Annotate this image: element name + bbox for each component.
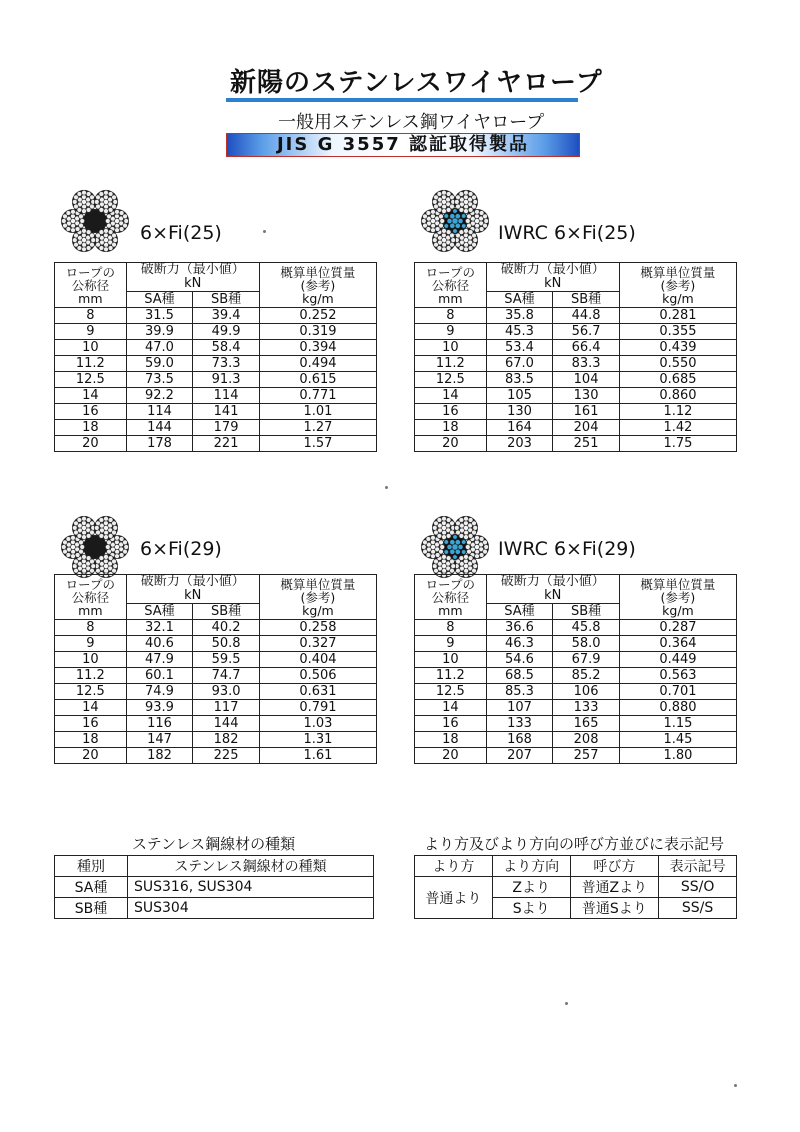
header-line: 公称径 [431, 589, 470, 605]
header-line: 破断力（最小値） [500, 262, 605, 277]
table-header-row [415, 263, 737, 292]
mass-cell: 0.252 [259, 308, 376, 324]
header-line: 公称径 [71, 277, 110, 293]
fiber-core-rope-icon [60, 512, 130, 582]
diameter-cell: 9 [55, 324, 127, 340]
table-row [415, 700, 737, 716]
diameter-cell: 8 [415, 308, 487, 324]
header-line: 公称径 [431, 277, 470, 293]
material-section-title: ステンレス鋼線材の種類 [132, 835, 296, 853]
mass-cell: 1.45 [619, 732, 736, 748]
diameter-cell: 9 [415, 324, 487, 340]
mass-cell: 0.394 [259, 340, 376, 356]
table-row [55, 684, 377, 700]
sa-force-cell: 107 [486, 700, 553, 716]
header-line: ロープの [65, 576, 116, 592]
lay-direction: Zより [492, 877, 570, 898]
lay-symbol: SS/O [659, 877, 737, 898]
mass-cell: 0.494 [259, 356, 376, 372]
header-line: 概算単位質量 [280, 576, 356, 592]
strength-header [126, 575, 259, 604]
iwrc-core-rope-icon [420, 512, 490, 582]
mass-cell: 0.563 [619, 668, 736, 684]
rope-title: 6×Fi(25) [140, 222, 222, 244]
sb-force-cell: 73.3 [193, 356, 260, 372]
sa-force-cell: 47.0 [126, 340, 193, 356]
diameter-cell: 18 [415, 420, 487, 436]
table-row [55, 420, 377, 436]
scan-speck [734, 1084, 737, 1087]
diameter-header [415, 263, 487, 308]
header-line: (参考) [300, 277, 336, 293]
table-row [55, 404, 377, 420]
header-unit: mm [78, 602, 103, 618]
mass-cell: 0.860 [619, 388, 736, 404]
table-row [415, 340, 737, 356]
header-unit: kN [544, 276, 562, 291]
table-row [55, 732, 377, 748]
lay-designation: 普通Sより [570, 898, 659, 919]
sa-header: SA種 [126, 604, 193, 620]
table-row [55, 324, 377, 340]
sb-force-cell: 91.3 [193, 372, 260, 388]
sa-force-cell: 67.0 [486, 356, 553, 372]
header-unit: kN [184, 588, 202, 603]
sa-header: SA種 [486, 292, 553, 308]
table-row [415, 716, 737, 732]
iwrc-core-rope-icon [420, 186, 490, 256]
mass-cell: 0.771 [259, 388, 376, 404]
breaking-force-table [414, 574, 737, 764]
mass-cell: 0.615 [259, 372, 376, 388]
rope-title: IWRC 6×Fi(25) [498, 222, 636, 244]
sa-force-cell: 147 [126, 732, 193, 748]
table-row [415, 420, 737, 436]
table-header-row [415, 575, 737, 604]
mass-cell: 0.880 [619, 700, 736, 716]
sb-force-cell: 221 [193, 436, 260, 452]
material-grade: SUS316, SUS304 [128, 877, 374, 898]
sb-force-cell: 45.8 [553, 620, 620, 636]
table-row [55, 877, 374, 898]
certification-banner: JIS G 3557 認証取得製品 [226, 133, 580, 157]
sa-force-cell: 32.1 [126, 620, 193, 636]
header-line: (参考) [660, 589, 696, 605]
mass-cell: 0.404 [259, 652, 376, 668]
mass-cell: 0.791 [259, 700, 376, 716]
sb-force-cell: 58.0 [553, 636, 620, 652]
table-row [415, 684, 737, 700]
sa-force-cell: 85.3 [486, 684, 553, 700]
header-unit: kN [544, 588, 562, 603]
fiber-core-rope-icon [60, 186, 130, 256]
mass-header [619, 575, 736, 620]
sa-force-cell: 93.9 [126, 700, 193, 716]
table-row [415, 668, 737, 684]
lay-section-title: より方及びより方向の呼び方並びに表示記号 [424, 835, 725, 853]
mass-cell: 1.01 [259, 404, 376, 420]
sa-force-cell: 207 [486, 748, 553, 764]
sb-force-cell: 208 [553, 732, 620, 748]
sb-force-cell: 74.7 [193, 668, 260, 684]
page-subtitle: 一般用ステンレス鋼ワイヤロープ [278, 112, 545, 133]
mass-cell: 0.281 [619, 308, 736, 324]
mass-cell: 0.258 [259, 620, 376, 636]
table-row [55, 748, 377, 764]
table-row [55, 652, 377, 668]
sa-force-cell: 182 [126, 748, 193, 764]
diameter-header [415, 575, 487, 620]
diameter-cell: 8 [55, 620, 127, 636]
sa-force-cell: 105 [486, 388, 553, 404]
header-cell: より方向 [492, 856, 570, 877]
sb-force-cell: 133 [553, 700, 620, 716]
sb-header: SB種 [193, 604, 260, 620]
table-row [55, 620, 377, 636]
diameter-cell: 14 [415, 388, 487, 404]
diameter-cell: 12.5 [415, 372, 487, 388]
sb-force-cell: 225 [193, 748, 260, 764]
sb-force-cell: 93.0 [193, 684, 260, 700]
diameter-cell: 8 [415, 620, 487, 636]
table-row [415, 388, 737, 404]
diameter-cell: 10 [55, 652, 127, 668]
header-line: ロープの [425, 576, 476, 592]
mass-cell: 0.319 [259, 324, 376, 340]
header-unit: mm [438, 290, 463, 306]
sb-force-cell: 50.8 [193, 636, 260, 652]
sa-force-cell: 133 [486, 716, 553, 732]
diameter-cell: 11.2 [415, 356, 487, 372]
mass-cell: 1.80 [619, 748, 736, 764]
header-line: 概算単位質量 [640, 264, 716, 280]
breaking-force-table [54, 262, 377, 452]
rope-title: IWRC 6×Fi(29) [498, 538, 636, 560]
table-row [415, 436, 737, 452]
mass-cell: 0.327 [259, 636, 376, 652]
table-row [415, 356, 737, 372]
header-line: ロープの [425, 264, 476, 280]
table-row [55, 898, 374, 919]
sa-force-cell: 116 [126, 716, 193, 732]
mass-cell: 1.31 [259, 732, 376, 748]
diameter-cell: 10 [55, 340, 127, 356]
sa-force-cell: 35.8 [486, 308, 553, 324]
table-row [415, 620, 737, 636]
table-row [55, 636, 377, 652]
sa-force-cell: 47.9 [126, 652, 193, 668]
table-row [415, 404, 737, 420]
mass-cell: 0.506 [259, 668, 376, 684]
header-cell: 表示記号 [659, 856, 737, 877]
table-row [415, 636, 737, 652]
sa-force-cell: 168 [486, 732, 553, 748]
sa-force-cell: 31.5 [126, 308, 193, 324]
table-row [55, 388, 377, 404]
lay-direction: Sより [492, 898, 570, 919]
sa-header: SA種 [126, 292, 193, 308]
sb-force-cell: 117 [193, 700, 260, 716]
header-cell: ステンレス鋼線材の種類 [128, 856, 374, 877]
scan-speck [263, 230, 266, 233]
diameter-header [55, 575, 127, 620]
header-unit: kg/m [302, 602, 334, 618]
rope-title: 6×Fi(29) [140, 538, 222, 560]
diameter-cell: 20 [415, 436, 487, 452]
table-row [415, 748, 737, 764]
sa-force-cell: 60.1 [126, 668, 193, 684]
mass-cell: 1.27 [259, 420, 376, 436]
material-grade: SUS304 [128, 898, 374, 919]
sb-force-cell: 83.3 [553, 356, 620, 372]
table-header-row [415, 856, 737, 877]
diameter-cell: 9 [415, 636, 487, 652]
diameter-cell: 8 [55, 308, 127, 324]
diameter-cell: 18 [55, 420, 127, 436]
sb-force-cell: 257 [553, 748, 620, 764]
sa-force-cell: 144 [126, 420, 193, 436]
sb-force-cell: 56.7 [553, 324, 620, 340]
sa-force-cell: 53.4 [486, 340, 553, 356]
header-cell: 呼び方 [570, 856, 659, 877]
sa-force-cell: 36.6 [486, 620, 553, 636]
sa-header: SA種 [486, 604, 553, 620]
mass-cell: 0.685 [619, 372, 736, 388]
lay-table [414, 855, 737, 919]
sa-force-cell: 178 [126, 436, 193, 452]
mass-cell: 0.287 [619, 620, 736, 636]
diameter-cell: 14 [55, 700, 127, 716]
header-line: (参考) [660, 277, 696, 293]
sa-force-cell: 54.6 [486, 652, 553, 668]
mass-header [259, 263, 376, 308]
sb-force-cell: 40.2 [193, 620, 260, 636]
sb-force-cell: 179 [193, 420, 260, 436]
sa-force-cell: 59.0 [126, 356, 193, 372]
sb-force-cell: 44.8 [553, 308, 620, 324]
sb-force-cell: 204 [553, 420, 620, 436]
lay-designation: 普通Zより [570, 877, 659, 898]
mass-cell: 0.631 [259, 684, 376, 700]
header-unit: mm [78, 290, 103, 306]
sb-force-cell: 66.4 [553, 340, 620, 356]
header-cell: より方 [415, 856, 493, 877]
sb-force-cell: 130 [553, 388, 620, 404]
diameter-cell: 16 [55, 716, 127, 732]
mass-cell: 1.75 [619, 436, 736, 452]
diameter-cell: 14 [415, 700, 487, 716]
mass-cell: 0.701 [619, 684, 736, 700]
diameter-cell: 11.2 [55, 356, 127, 372]
mass-cell: 1.42 [619, 420, 736, 436]
table-row [55, 372, 377, 388]
sb-force-cell: 104 [553, 372, 620, 388]
sa-force-cell: 83.5 [486, 372, 553, 388]
sb-force-cell: 182 [193, 732, 260, 748]
mass-cell: 1.61 [259, 748, 376, 764]
header-unit: kg/m [302, 290, 334, 306]
diameter-cell: 10 [415, 652, 487, 668]
diameter-cell: 11.2 [55, 668, 127, 684]
table-row [55, 356, 377, 372]
table-row [415, 652, 737, 668]
sb-force-cell: 106 [553, 684, 620, 700]
diameter-cell: 20 [55, 748, 127, 764]
scan-speck [385, 486, 388, 489]
header-cell: 種別 [55, 856, 128, 877]
sb-force-cell: 58.4 [193, 340, 260, 356]
header-unit: mm [438, 602, 463, 618]
diameter-cell: 10 [415, 340, 487, 356]
table-row [415, 372, 737, 388]
sb-force-cell: 39.4 [193, 308, 260, 324]
sb-header: SB種 [553, 292, 620, 308]
table-row [55, 308, 377, 324]
sb-force-cell: 144 [193, 716, 260, 732]
table-row [55, 700, 377, 716]
mass-cell: 1.12 [619, 404, 736, 420]
diameter-cell: 9 [55, 636, 127, 652]
header-line: 概算単位質量 [280, 264, 356, 280]
header-line: ロープの [65, 264, 116, 280]
table-row [55, 716, 377, 732]
sa-force-cell: 45.3 [486, 324, 553, 340]
breaking-force-table [414, 262, 737, 452]
strength-header [126, 263, 259, 292]
sb-force-cell: 59.5 [193, 652, 260, 668]
scan-speck [565, 1002, 568, 1005]
table-header-row [55, 856, 374, 877]
diameter-header [55, 263, 127, 308]
diameter-cell: 12.5 [55, 372, 127, 388]
mass-cell: 0.449 [619, 652, 736, 668]
material-table [54, 855, 374, 919]
sa-force-cell: 73.5 [126, 372, 193, 388]
lay-method: 普通より [415, 877, 493, 919]
mass-cell: 1.15 [619, 716, 736, 732]
breaking-force-table [54, 574, 377, 764]
material-type: SB種 [55, 898, 128, 919]
diameter-cell: 14 [55, 388, 127, 404]
header-unit: kN [184, 276, 202, 291]
header-unit: kg/m [662, 290, 694, 306]
page-title: 新陽のステンレスワイヤロープ [230, 68, 603, 98]
table-row [415, 308, 737, 324]
sa-force-cell: 203 [486, 436, 553, 452]
sb-force-cell: 251 [553, 436, 620, 452]
mass-cell: 1.57 [259, 436, 376, 452]
strength-header [486, 575, 619, 604]
mass-header [259, 575, 376, 620]
header-line: 破断力（最小値） [140, 574, 245, 589]
mass-cell: 1.03 [259, 716, 376, 732]
header-unit: kg/m [662, 602, 694, 618]
sa-force-cell: 40.6 [126, 636, 193, 652]
diameter-cell: 16 [55, 404, 127, 420]
sa-force-cell: 74.9 [126, 684, 193, 700]
diameter-cell: 18 [415, 732, 487, 748]
title-underline [226, 98, 578, 102]
table-row [415, 732, 737, 748]
sa-force-cell: 39.9 [126, 324, 193, 340]
material-type: SA種 [55, 877, 128, 898]
sa-force-cell: 68.5 [486, 668, 553, 684]
sb-force-cell: 165 [553, 716, 620, 732]
table-row [415, 324, 737, 340]
sb-header: SB種 [553, 604, 620, 620]
mass-cell: 0.550 [619, 356, 736, 372]
diameter-cell: 20 [415, 748, 487, 764]
sb-header: SB種 [193, 292, 260, 308]
header-line: (参考) [300, 589, 336, 605]
diameter-cell: 12.5 [55, 684, 127, 700]
diameter-cell: 18 [55, 732, 127, 748]
diameter-cell: 12.5 [415, 684, 487, 700]
sb-force-cell: 67.9 [553, 652, 620, 668]
sb-force-cell: 161 [553, 404, 620, 420]
strength-header [486, 263, 619, 292]
lay-symbol: SS/S [659, 898, 737, 919]
table-header-row [55, 575, 377, 604]
sb-force-cell: 49.9 [193, 324, 260, 340]
diameter-cell: 16 [415, 404, 487, 420]
table-row [415, 877, 737, 898]
sa-force-cell: 164 [486, 420, 553, 436]
sb-force-cell: 85.2 [553, 668, 620, 684]
table-row [55, 436, 377, 452]
sa-force-cell: 130 [486, 404, 553, 420]
mass-cell: 0.355 [619, 324, 736, 340]
sb-force-cell: 141 [193, 404, 260, 420]
table-header-row [55, 263, 377, 292]
diameter-cell: 20 [55, 436, 127, 452]
mass-header [619, 263, 736, 308]
sa-force-cell: 92.2 [126, 388, 193, 404]
header-line: 破断力（最小値） [500, 574, 605, 589]
diameter-cell: 11.2 [415, 668, 487, 684]
header-line: 破断力（最小値） [140, 262, 245, 277]
header-line: 公称径 [71, 589, 110, 605]
mass-cell: 0.439 [619, 340, 736, 356]
mass-cell: 0.364 [619, 636, 736, 652]
table-row [55, 668, 377, 684]
sb-force-cell: 114 [193, 388, 260, 404]
sa-force-cell: 114 [126, 404, 193, 420]
header-line: 概算単位質量 [640, 576, 716, 592]
sa-force-cell: 46.3 [486, 636, 553, 652]
table-row [55, 340, 377, 356]
diameter-cell: 16 [415, 716, 487, 732]
